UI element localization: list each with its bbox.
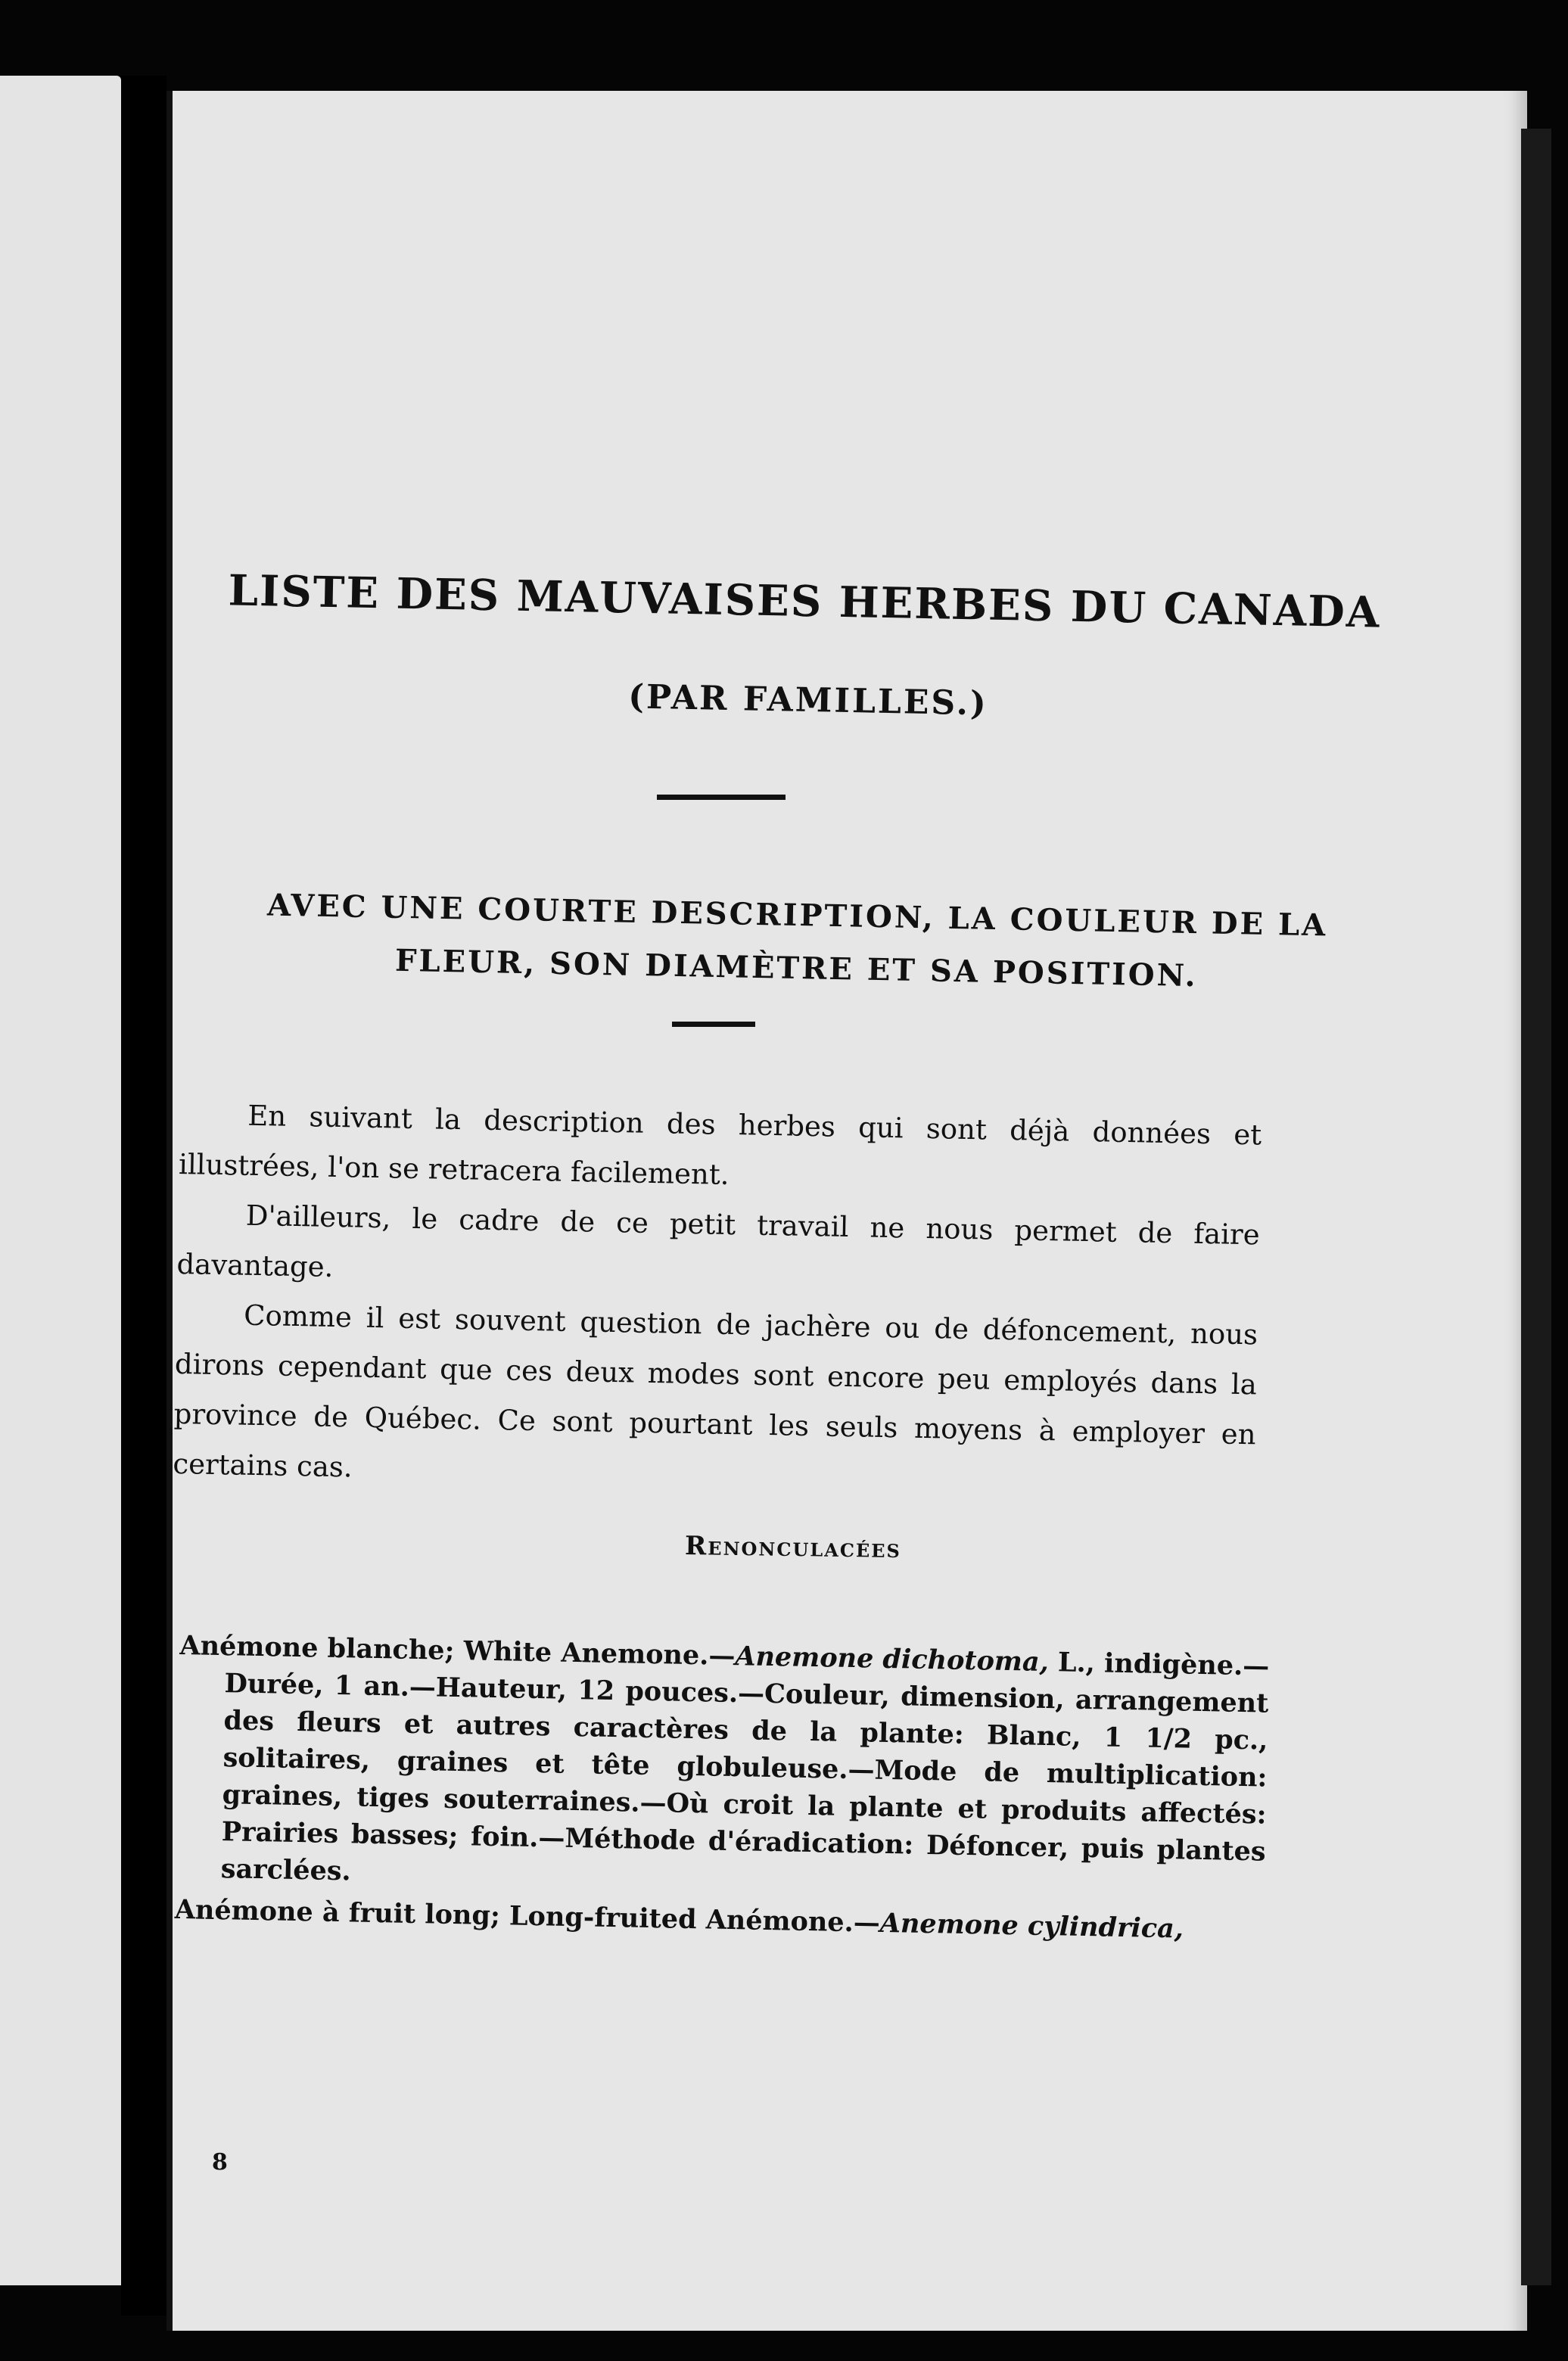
intro-paragraph: En suivant la description des herbes qui sont déjà données et illustrées, l'on se retracera facilement. — [178, 1099, 1262, 1191]
section-subtitle-line: AVEC UNE COURTE DESCRIPTION, LA COULEUR DE LA — [266, 887, 1328, 944]
left-page-fragment — [0, 76, 121, 2285]
left-page-ornament — [8, 757, 53, 840]
family-heading: Renonculacées — [684, 1531, 902, 1564]
weed-entries — [174, 1627, 1269, 1954]
divider-rule — [672, 1022, 755, 1027]
entry-latin-name: Anemone cylindrica, — [879, 1907, 1184, 1945]
entry-lead: Anémone à fruit long; Long-fruited Anémone.— — [174, 1893, 881, 1939]
section-subtitle-line: FLEUR, SON DIAMÈTRE ET SA POSITION. — [394, 942, 1199, 994]
book-gutter — [121, 76, 166, 2316]
book-page — [166, 91, 1527, 2331]
weed-entry — [175, 1627, 1269, 1908]
divider-rule — [657, 795, 786, 800]
book-edge — [1521, 129, 1551, 2285]
intro-paragraph: D'ailleurs, le cadre de ce petit travail ne nous permet de faire davantage. — [176, 1199, 1260, 1283]
page-number: 8 — [212, 2149, 228, 2176]
intro-text — [173, 1090, 1262, 1510]
intro-paragraph: Comme il est souvent question de jachère ou de défoncement, nous dirons cependant que ces deux modes sont encore peu employés dans la province de Québec. Ce sont pourtant les seuls moyens à employer en certains cas. — [173, 1299, 1258, 1484]
entry-description: L., indigène.—Durée, 1 an.—Hauteur, 12 pouces.—Couleur, dimension, arrangement des fleurs et autres caractères de la plante: Blanc, 1 1/2 pc., solitaires, graines et tête globuleuse.—Mode de multiplication: graines, tiges souterraines.—Où croit la plante et produits affectés: Prairies basses; foin.—Méthode d'éradication: Défoncer, puis plantes sarclées. — [220, 1647, 1270, 1887]
section-subtitle — [172, 866, 1423, 1019]
entry-latin-name: Anemone dichotoma, — [735, 1641, 1050, 1678]
entry-lead: Anémone blanche; White Anemone.— — [179, 1629, 736, 1672]
page-title: LISTE DES MAUVAISES HERBES DU CANADA — [228, 565, 1381, 638]
page-subtitle: (PAR FAMILLES.) — [627, 677, 989, 723]
